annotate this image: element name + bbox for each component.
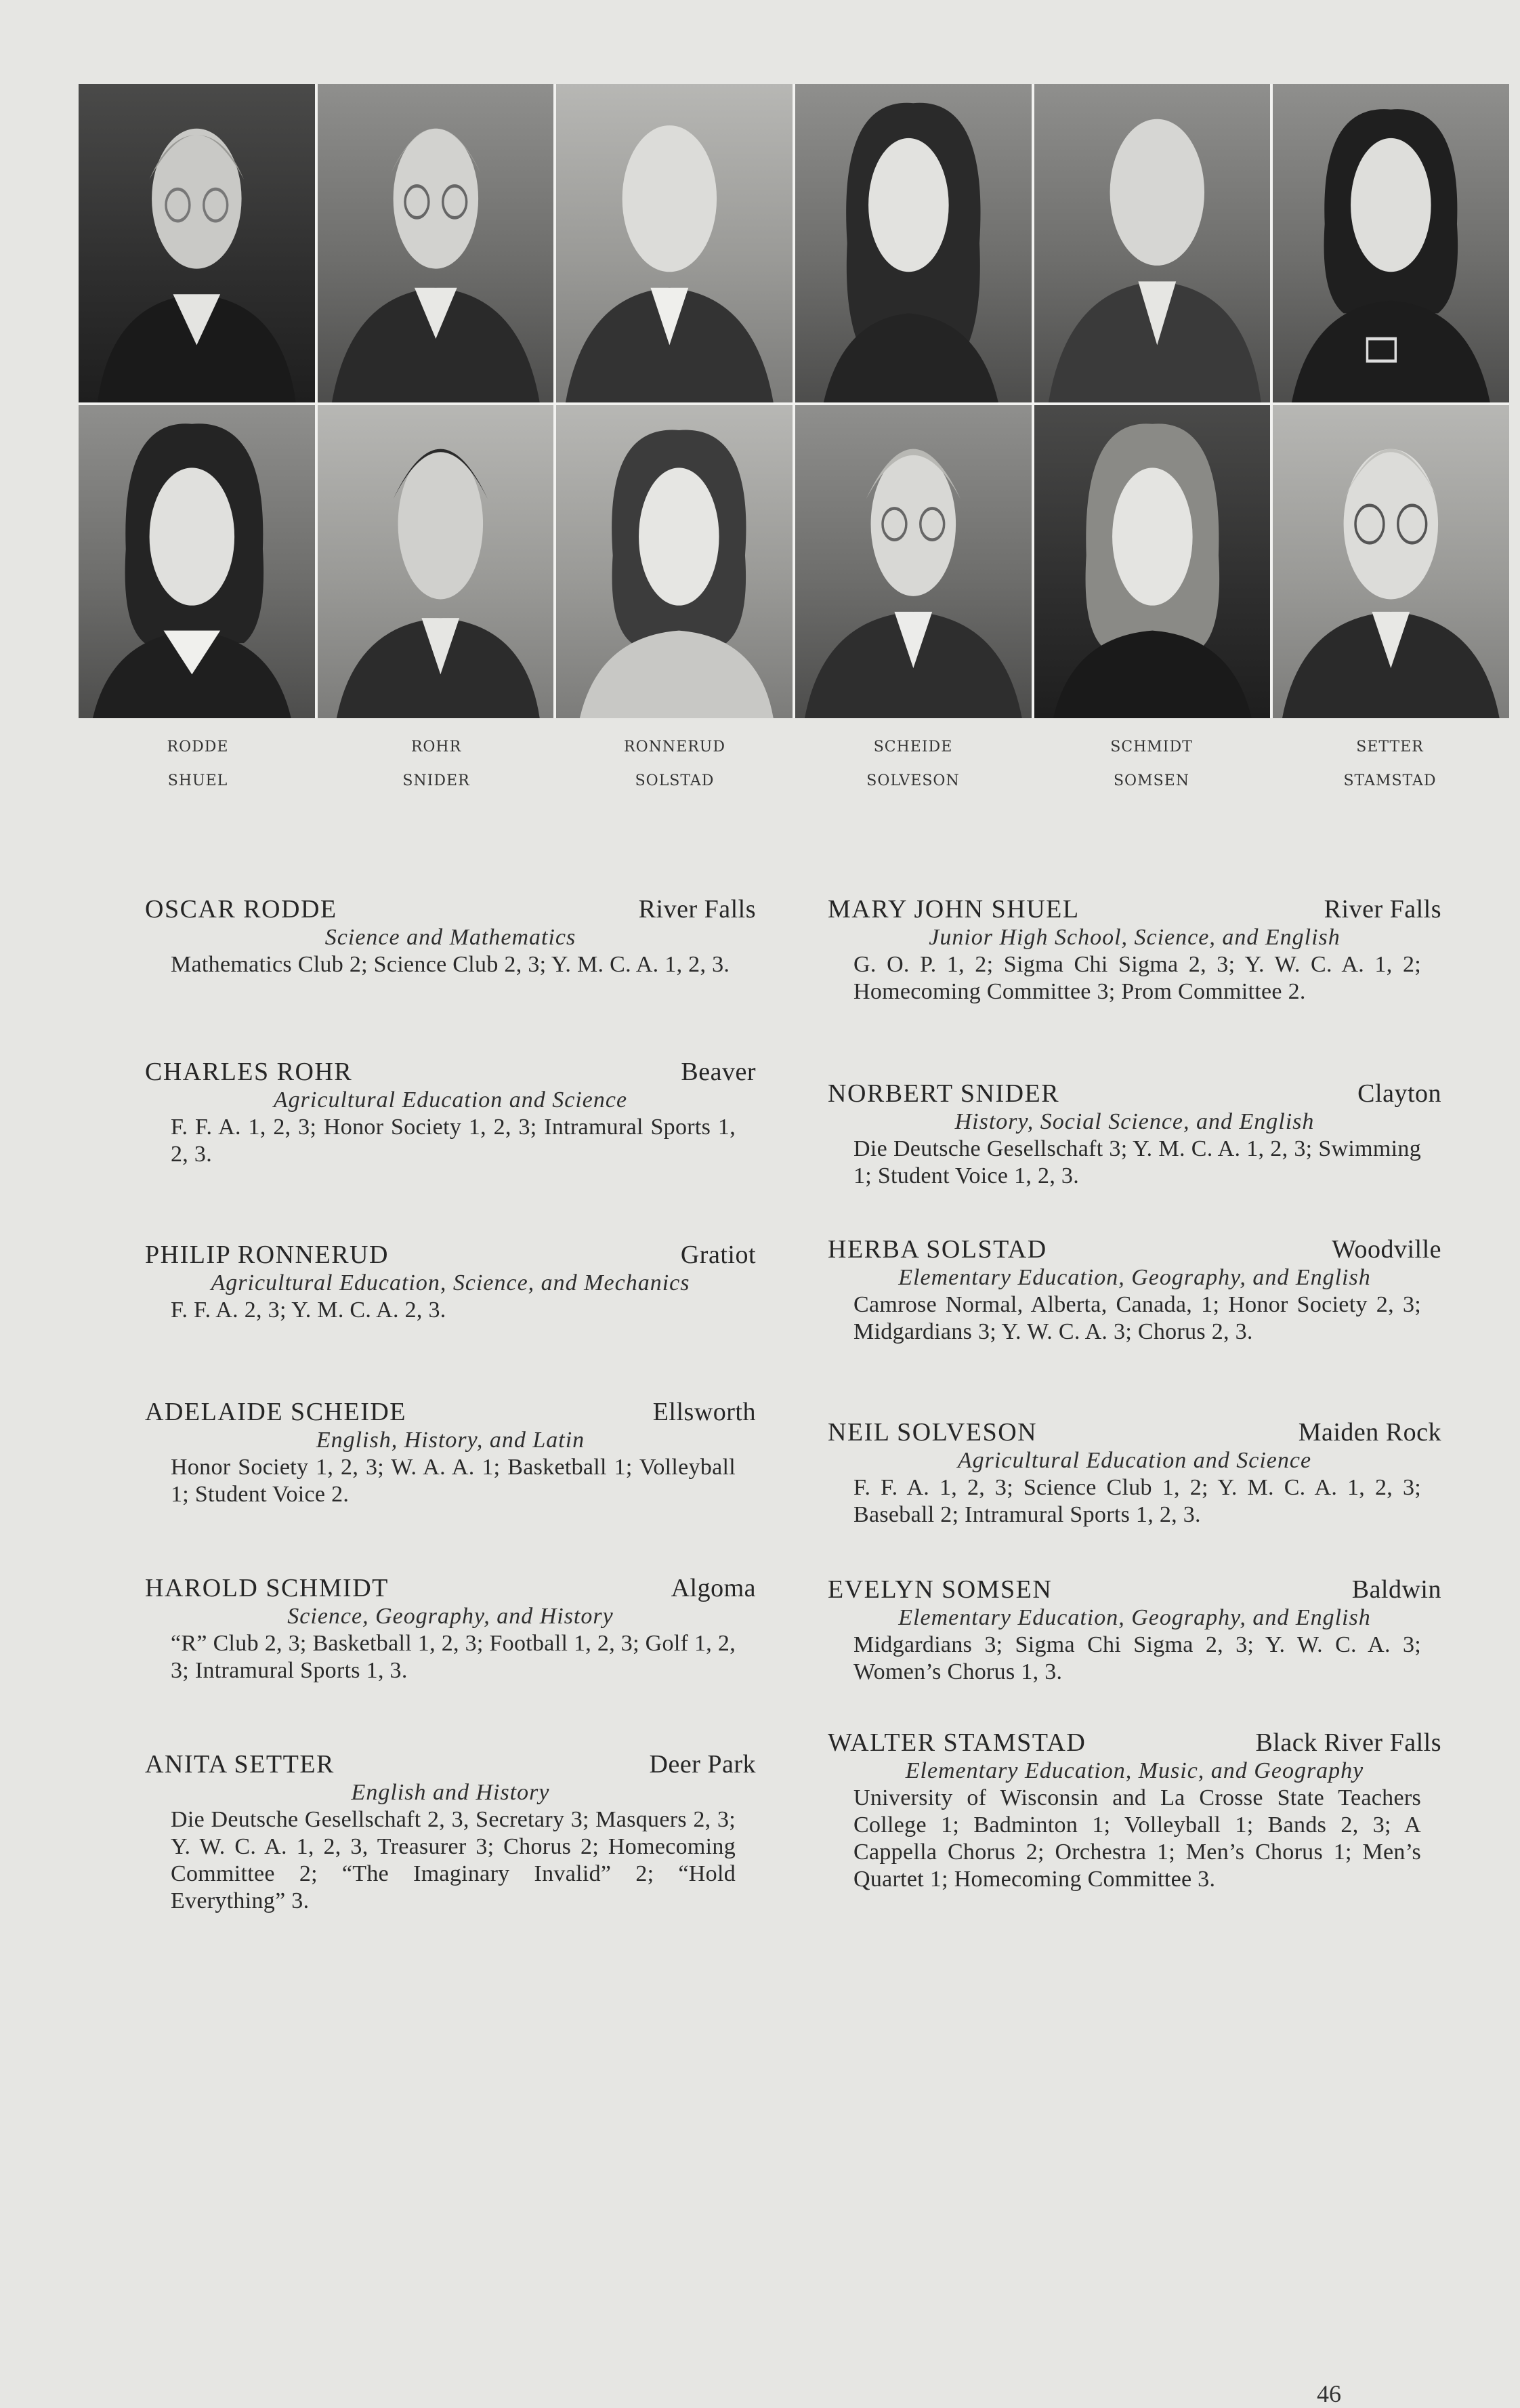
student-entry <box>145 1240 756 1324</box>
portrait-photo <box>795 405 1032 718</box>
activities: F. F. A. 2, 3; Y. M. C. A. 2, 3. <box>171 1298 446 1323</box>
portrait-photo <box>318 405 554 718</box>
student-entry <box>145 1397 756 1508</box>
activities: University of Wisconsin and La Crosse State Teachers College 1; Badminton 1; Volleyball 1; Bands 2, 3; A Cappella Chorus 2; Orchestra 1; Men’s Chorus 1; Men’s Quartet 1; Homecoming Committee 3. <box>853 1785 1421 1892</box>
photo-label: RODDE <box>167 739 229 755</box>
hometown: Ellsworth <box>652 1398 756 1426</box>
student-name: ANITA SETTER <box>145 1750 335 1779</box>
photo-labels-top <box>79 739 1509 755</box>
major: Elementary Education, Music, and Geography <box>905 1758 1364 1783</box>
student-entry <box>828 1728 1441 1893</box>
hometown: Algoma <box>671 1574 756 1602</box>
major: Agricultural Education and Science <box>957 1448 1312 1473</box>
student-name: PHILIP RONNERUD <box>145 1241 389 1269</box>
hometown: Beaver <box>681 1058 756 1086</box>
photo-label: STAMSTAD <box>1343 772 1437 789</box>
photo-label: SETTER <box>1356 739 1424 755</box>
student-entry <box>828 1575 1441 1686</box>
portrait-photo <box>1273 405 1509 718</box>
hometown: Clayton <box>1357 1079 1441 1108</box>
photo-label: SNIDER <box>402 772 470 789</box>
hometown: Woodville <box>1332 1235 1441 1264</box>
student-name: CHARLES ROHR <box>145 1058 353 1086</box>
student-name: ADELAIDE SCHEIDE <box>145 1398 407 1426</box>
portrait-photo <box>79 405 315 718</box>
student-entry <box>145 894 756 978</box>
photo-label: SOLVESON <box>866 772 960 789</box>
student-name: WALTER STAMSTAD <box>828 1728 1086 1757</box>
student-name: MARY JOHN SHUEL <box>828 895 1080 923</box>
photo-label: ROHR <box>410 739 462 755</box>
photo-label: SOLSTAD <box>635 772 715 789</box>
portrait-photo <box>1034 405 1271 718</box>
student-entry <box>828 894 1441 1005</box>
portrait-photo <box>556 84 793 402</box>
student-entry <box>145 1573 756 1684</box>
activities: Midgardians 3; Sigma Chi Sigma 2, 3; Y. W. C. A. 3; Women’s Chorus 1, 3. <box>853 1632 1421 1684</box>
activities: Honor Society 1, 2, 3; W. A. A. 1; Basketball 1; Volleyball 1; Student Voice 2. <box>171 1455 736 1507</box>
student-name: OSCAR RODDE <box>145 895 337 923</box>
photo-label: RONNERUD <box>624 739 725 755</box>
student-entry <box>145 1749 756 1915</box>
major: Elementary Education, Geography, and English <box>898 1605 1371 1630</box>
photo-label: SCHMIDT <box>1110 739 1193 755</box>
portrait-grid <box>79 84 1509 718</box>
major: Junior High School, Science, and English <box>929 925 1340 950</box>
student-name: NORBERT SNIDER <box>828 1079 1060 1108</box>
portrait-photo <box>795 84 1032 402</box>
major: History, Social Science, and English <box>954 1109 1315 1134</box>
student-name: HERBA SOLSTAD <box>828 1235 1047 1264</box>
hometown: Maiden Rock <box>1298 1418 1441 1447</box>
student-name: EVELYN SOMSEN <box>828 1575 1053 1604</box>
hometown: Deer Park <box>649 1750 756 1779</box>
major: Science and Mathematics <box>324 925 576 950</box>
hometown: Black River Falls <box>1255 1728 1441 1757</box>
hometown: River Falls <box>638 895 756 923</box>
hometown: Baldwin <box>1351 1575 1441 1604</box>
major: Science, Geography, and History <box>287 1604 614 1629</box>
activities: F. F. A. 1, 2, 3; Science Club 1, 2; Y. M. C. A. 1, 2, 3; Baseball 2; Intramural Sports 1, 2, 3. <box>853 1475 1421 1527</box>
major: Agricultural Education, Science, and Mechanics <box>211 1270 690 1295</box>
portrait-photo <box>318 84 554 402</box>
student-name: HAROLD SCHMIDT <box>145 1574 389 1602</box>
activities: F. F. A. 1, 2, 3; Honor Society 1, 2, 3; Intramural Sports 1, 2, 3. <box>171 1115 736 1167</box>
student-entry <box>828 1079 1441 1190</box>
photo-label: SOMSEN <box>1113 772 1189 789</box>
student-entry <box>828 1234 1441 1346</box>
major: English, History, and Latin <box>316 1428 585 1453</box>
portrait-photo <box>556 405 793 718</box>
portrait-photo <box>1034 84 1271 402</box>
major: English and History <box>351 1780 550 1805</box>
page-number: 46 <box>1317 2380 1341 2407</box>
activities: Camrose Normal, Alberta, Canada, 1; Honor Society 2, 3; Midgardians 3; Y. W. C. A. 3; Chorus 2, 3. <box>853 1292 1421 1344</box>
activities: Die Deutsche Gesellschaft 2, 3, Secretary 3; Masquers 2, 3; Y. W. C. A. 1, 2, 3, Treasurer 3; Chorus 2; Homecoming Committee 2; “The Imaginary Invalid” 2; “Hold Everything” 3. <box>171 1807 736 1913</box>
photo-labels-bottom <box>79 772 1509 789</box>
activities: Die Deutsche Gesellschaft 3; Y. M. C. A. 1, 2, 3; Swimming 1; Student Voice 1, 2, 3. <box>853 1136 1421 1188</box>
activities: Mathematics Club 2; Science Club 2, 3; Y. M. C. A. 1, 2, 3. <box>171 952 730 977</box>
photo-label: SCHEIDE <box>873 739 953 755</box>
portrait-photo <box>1273 84 1509 402</box>
activities: “R” Club 2, 3; Basketball 1, 2, 3; Football 1, 2, 3; Golf 1, 2, 3; Intramural Sports 1, 3. <box>171 1631 736 1683</box>
student-entry <box>828 1417 1441 1529</box>
activities: G. O. P. 1, 2; Sigma Chi Sigma 2, 3; Y. W. C. A. 1, 2; Homecoming Committee 3; Prom Committee 2. <box>853 952 1421 1004</box>
student-name: NEIL SOLVESON <box>828 1418 1038 1447</box>
major: Elementary Education, Geography, and English <box>898 1265 1371 1290</box>
student-entry <box>145 1057 756 1168</box>
photo-label: SHUEL <box>167 772 228 789</box>
major: Agricultural Education and Science <box>273 1087 628 1113</box>
hometown: Gratiot <box>680 1241 756 1269</box>
hometown: River Falls <box>1324 895 1441 923</box>
portrait-photo <box>79 84 315 402</box>
